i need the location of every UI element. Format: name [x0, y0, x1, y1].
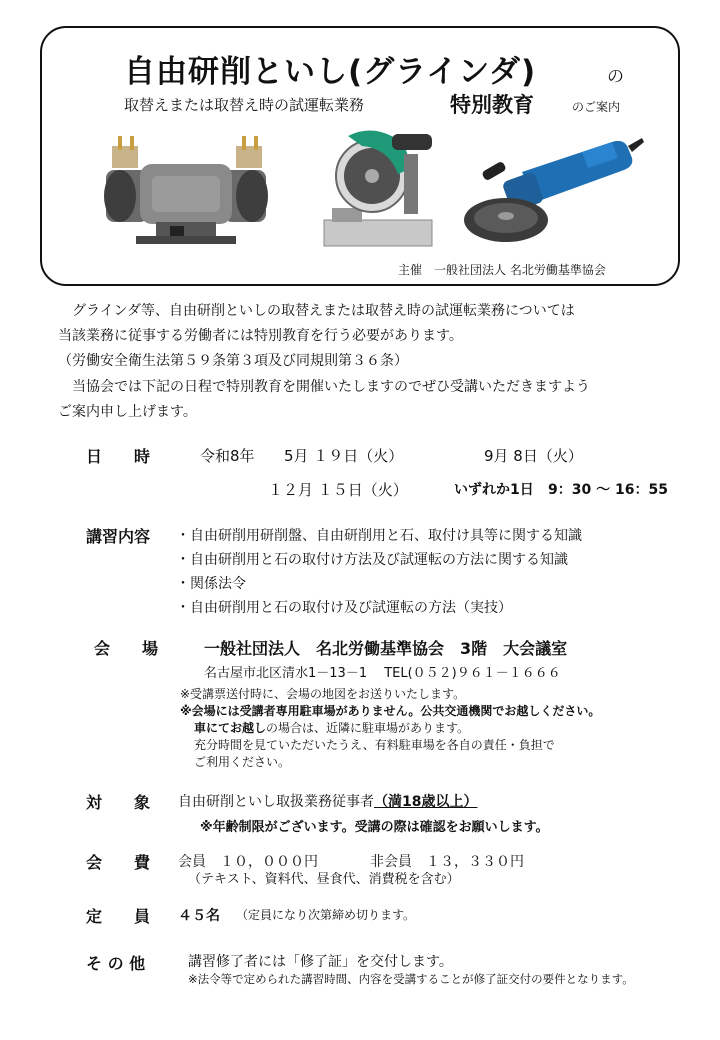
venue-label: 会 場 — [94, 639, 159, 658]
schedule-label: 日 時 — [86, 447, 151, 466]
angle-grinder-image — [462, 132, 644, 250]
intro-line-3: （労働安全衛生法第５９条第３項及び同規則第３６条） — [58, 353, 408, 369]
title-suffix: の — [607, 67, 624, 87]
content-label: 講習内容 — [86, 527, 151, 546]
bench-grinder-image — [96, 128, 276, 246]
fee-label: 会 費 — [86, 853, 151, 872]
other-text: 講習修了者には「修了証」を交付します。 — [188, 954, 453, 970]
fee-nonmember: 非会員 １３，３３０円 — [370, 854, 524, 870]
schedule-time: 9：30 ～ 16：55 — [548, 482, 668, 498]
schedule-era: 令和8年 — [200, 447, 255, 465]
venue-address: 名古屋市北区清水1－13－1 TEL(０５２)９６１－１６６６ — [204, 666, 561, 681]
target-text: 自由研削といし取扱業務従事者（満18歳以上） — [178, 794, 478, 810]
cut-off-saw-image — [318, 124, 438, 252]
other-label: そ の 他 — [86, 954, 146, 973]
content-item-4: ・自由研削用と石の取付け及び試運転の方法（実技） — [176, 600, 512, 616]
venue-note-2: ※会場には受講者専用駐車場がありません。公共交通機関でお越しください。 — [180, 704, 601, 718]
schedule-choice: いずれか1日 — [454, 482, 534, 498]
target-note: ※年齢制限がございます。受講の際は確認をお願いします。 — [200, 820, 549, 835]
content-item-1: ・自由研削用研削盤、自由研削用と石、取付け具等に関する知識 — [176, 528, 582, 544]
venue-note-1: ※受講票送付時に、会場の地図をお送りいたします。 — [180, 687, 466, 701]
organizer: 主催 一般社団法人 名北労働基準協会 — [398, 263, 606, 277]
capacity-count: ４５名 — [178, 908, 220, 924]
target-label: 対 象 — [86, 793, 151, 812]
other-note: ※法令等で定められた講習時間、内容を受講することが修了証交付の要件となります。 — [188, 972, 634, 986]
capacity-label: 定 員 — [86, 907, 151, 926]
page-title: 自由研削といし(グラインダ) — [124, 54, 537, 90]
intro-line-4: 当協会では下記の日程で特別教育を開催いたしますのでぜひ受講いただきますよう — [58, 379, 590, 395]
subtitle-tail: のご案内 — [572, 100, 621, 114]
intro-line-5: ご案内申し上げます。 — [58, 404, 197, 420]
fee-member: 会員 １０，０００円 — [178, 854, 318, 870]
venue-note-5: ご利用ください。 — [194, 755, 291, 769]
intro-line-1: グラインダ等、自由研削といしの取替えまたは取替え時の試運転業務については — [58, 303, 575, 319]
intro-line-2: 当該業務に従事する労働者には特別教育を行う必要があります。 — [58, 328, 463, 344]
subtitle-highlight: 特別教育 — [450, 93, 534, 117]
capacity-note: （定員になり次第締め切ります。 — [236, 908, 416, 922]
target-age: （満18歳以上） — [374, 794, 478, 810]
schedule-date-2: 9月 8日（火） — [484, 447, 583, 465]
venue-note-3: 車にてお越しの場合は、近隣に駐車場があります。 — [194, 721, 470, 735]
content-item-3: ・関係法令 — [176, 576, 246, 592]
content-item-2: ・自由研削用と石の取付け方法及び試運転の方法に関する知識 — [176, 552, 568, 568]
schedule-date-3: １２月 １５日（火） — [268, 481, 408, 499]
venue-name: 一般社団法人 名北労働基準協会 3階 大会議室 — [204, 639, 568, 658]
schedule-date-1: 5月 １９日（火） — [284, 447, 404, 465]
venue-note-4: 充分時間を見ていただいたうえ、有料駐車場を各自の責任・負担で — [194, 738, 555, 752]
fee-includes: （テキスト、資料代、昼食代、消費税を含む） — [188, 872, 460, 887]
subtitle: 取替えまたは取替え時の試運転業務 — [124, 96, 365, 114]
